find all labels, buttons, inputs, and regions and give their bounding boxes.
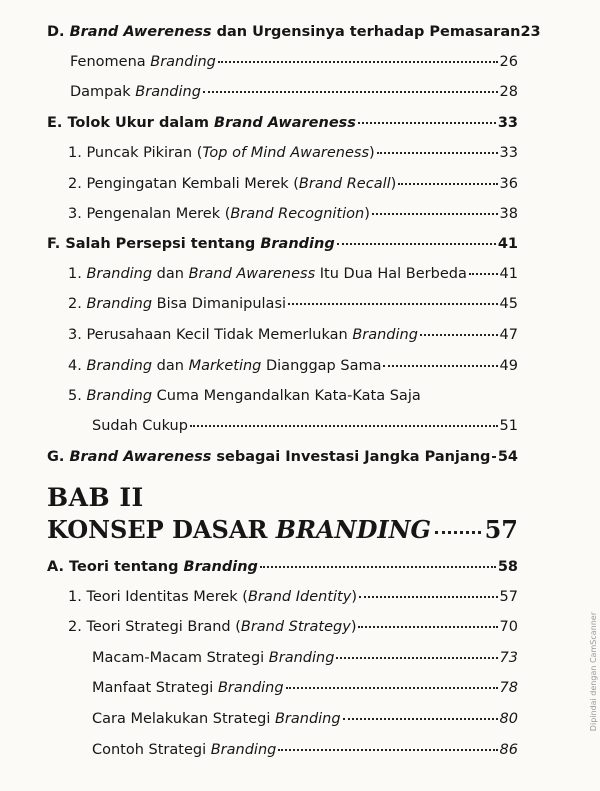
toc-entry-title: 1. Puncak Pikiran (Top of Mind Awareness)	[68, 145, 375, 161]
toc-entry-title: 2. Pengingatan Kembali Merek (Brand Recall)	[68, 176, 397, 192]
dot-leader	[435, 531, 481, 534]
toc-entry-page: 41	[497, 236, 518, 252]
toc-entry	[47, 22, 541, 42]
toc-entry-title: F. Salah Persepsi tentang Branding	[47, 236, 335, 252]
dot-leader	[398, 183, 497, 185]
dot-leader	[420, 334, 498, 336]
toc-entry	[68, 617, 518, 637]
toc-entry-title: Sudah Cukup	[92, 418, 188, 434]
chapter-page: 57	[484, 515, 518, 544]
toc-entry-page: 33	[497, 115, 518, 131]
toc-entry-page: 73	[499, 650, 518, 666]
toc-entry-page: 57	[499, 589, 518, 605]
dot-leader	[337, 243, 496, 245]
toc-entry-title: Macam-Macam Strategi Branding	[92, 650, 335, 666]
toc-entry	[68, 174, 518, 194]
toc-entry-page: 28	[499, 84, 518, 100]
toc-entry-title: Contoh Strategi Branding	[92, 742, 277, 758]
toc-entry-title: Cara Melakukan Strategi Branding	[92, 711, 341, 727]
dot-leader	[218, 61, 498, 63]
toc-entry-page: 26	[499, 54, 518, 70]
toc-entry	[47, 113, 518, 133]
toc-entry-title: 3. Pengenalan Merek (Brand Recognition)	[68, 206, 370, 222]
toc-entry-title: G. Brand Awareness sebagai Investasi Jangka Panjang	[47, 449, 491, 465]
toc-entry-title: 4. Branding dan Marketing Dianggap Sama	[68, 358, 382, 374]
toc-entry-page: 86	[499, 742, 518, 758]
toc-entry	[68, 294, 518, 314]
toc-entry	[47, 234, 518, 254]
toc-entry	[68, 386, 518, 406]
toc-entry-title: 2. Teori Strategi Brand (Brand Strategy)	[68, 619, 357, 635]
toc-entry	[70, 82, 518, 102]
chapter-label: BAB II	[47, 483, 144, 512]
toc-entry-page: 38	[499, 206, 518, 222]
toc-entry	[92, 678, 518, 698]
dot-leader	[343, 718, 498, 720]
dot-leader	[190, 425, 498, 427]
dot-leader	[358, 626, 497, 628]
toc-entry-page: 80	[499, 711, 518, 727]
dot-leader	[372, 213, 498, 215]
chapter-title: KONSEP DASAR BRANDING	[47, 515, 432, 544]
toc-entry	[68, 143, 518, 163]
toc-entry	[68, 325, 518, 345]
scan-watermark: Dipindai dengan CamScanner	[589, 611, 598, 731]
toc-entry-page: 70	[499, 619, 518, 635]
toc-entry-page: 36	[499, 176, 518, 192]
toc-entry	[47, 447, 518, 467]
dot-leader	[278, 749, 497, 751]
toc-entry-page: 49	[499, 358, 518, 374]
chapter-title-entry	[47, 515, 518, 545]
dot-leader	[286, 687, 498, 689]
toc-entry-title: D. Brand Awereness dan Urgensinya terhadap Pemasaran	[47, 24, 521, 40]
toc-entry	[68, 587, 518, 607]
toc-entry-page: 45	[499, 296, 518, 312]
toc-entry-title: Manfaat Strategi Branding	[92, 680, 284, 696]
toc-entry-title: 1. Branding dan Brand Awareness Itu Dua Hal Berbeda	[68, 266, 467, 282]
dot-leader	[358, 122, 496, 124]
dot-leader	[492, 456, 495, 458]
dot-leader	[260, 566, 496, 568]
dot-leader	[469, 273, 498, 275]
toc-entry-title: 3. Perusahaan Kecil Tidak Memerlukan Branding	[68, 327, 418, 343]
toc-entry-title: Dampak Branding	[70, 84, 201, 100]
toc-entry-page: 51	[499, 418, 518, 434]
dot-leader	[203, 91, 498, 93]
toc-entry	[92, 648, 518, 668]
dot-leader	[359, 596, 498, 598]
toc-entry	[68, 356, 518, 376]
toc-entry	[68, 264, 518, 284]
toc-entry	[70, 52, 518, 72]
toc-entry	[92, 709, 518, 729]
toc-entry-title: A. Teori tentang Branding	[47, 559, 258, 575]
toc-entry-page: 78	[499, 680, 518, 696]
toc-entry-page: 23	[520, 24, 541, 40]
dot-leader	[288, 303, 498, 305]
toc-entry	[68, 204, 518, 224]
toc-entry-title: E. Tolok Ukur dalam Brand Awareness	[47, 115, 356, 131]
dot-leader	[377, 152, 498, 154]
toc-entry-page: 58	[497, 559, 518, 575]
toc-entry-page: 47	[499, 327, 518, 343]
toc-entry	[92, 740, 518, 760]
toc-entry-title: 2. Branding Bisa Dimanipulasi	[68, 296, 287, 312]
toc-entry-page: 41	[499, 266, 518, 282]
toc-entry-page: 54	[497, 449, 518, 465]
toc-entry	[92, 416, 518, 436]
toc-entry-title: 1. Teori Identitas Merek (Brand Identity)	[68, 589, 357, 605]
toc-entry-title: 5. Branding Cuma Mengandalkan Kata-Kata Saja	[68, 388, 421, 404]
toc-entry-page: 33	[499, 145, 518, 161]
dot-leader	[336, 657, 497, 659]
toc-entry	[47, 557, 518, 577]
dot-leader	[383, 365, 497, 367]
toc-entry-title: Fenomena Branding	[70, 54, 216, 70]
